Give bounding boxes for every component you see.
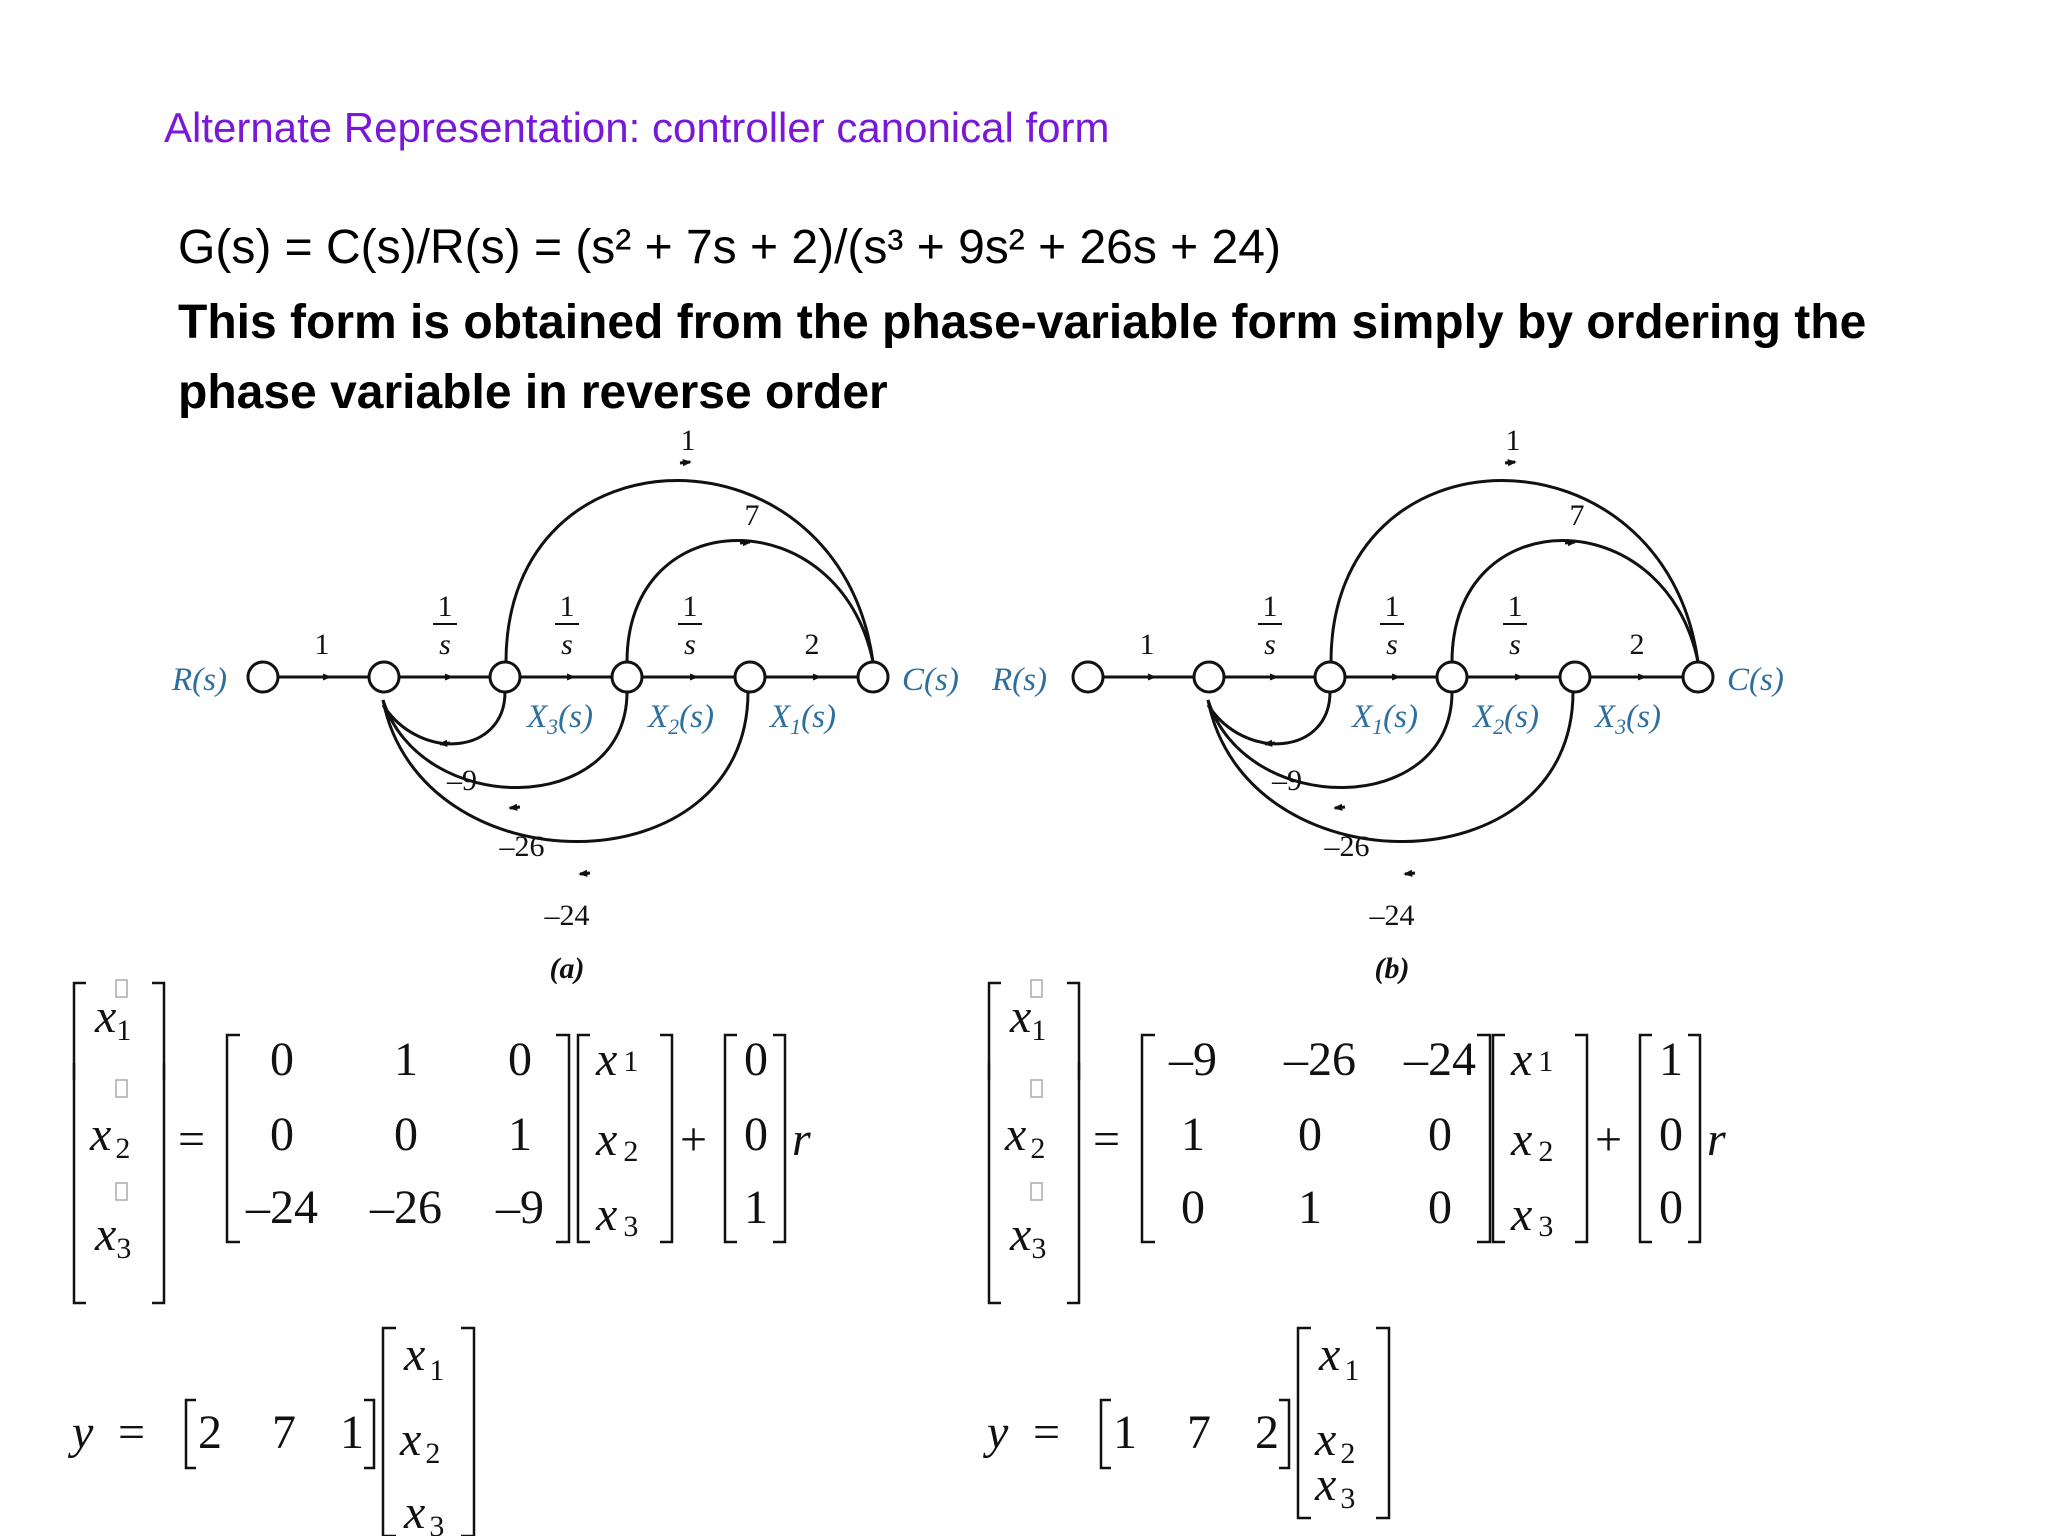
svg-text:x3: x 3	[596, 1188, 639, 1243]
svg-text:r: r	[792, 1113, 811, 1166]
svg-text:0: 0	[508, 1033, 532, 1086]
svg-text:y: y	[987, 1406, 1009, 1459]
svg-text:2: 2	[198, 1406, 222, 1459]
feedback-gain: –24	[1369, 899, 1415, 932]
svg-text:1: 1	[1659, 1033, 1683, 1086]
feedback-gain: –9	[447, 764, 477, 797]
forward-gain: 7	[1569, 499, 1585, 532]
svg-text:=: =	[118, 1406, 146, 1459]
integrator-gain	[555, 590, 579, 661]
svg-text:0: 0	[270, 1033, 294, 1086]
svg-text:2: 2	[1255, 1406, 1279, 1459]
signal-flow-graph-a	[171, 424, 959, 985]
slide-description: This form is obtained from the phase-variable form simply by ordering the phase variable in reverse order	[178, 296, 1867, 419]
svg-text:–26: –26	[1284, 1033, 1356, 1086]
svg-text:s: s	[1509, 628, 1521, 661]
svg-text:x1: x 1	[404, 1328, 445, 1387]
output-label: C(s)	[1727, 662, 1784, 698]
svg-text:–24: –24	[1404, 1033, 1476, 1086]
output-gain: 2	[804, 628, 820, 661]
integrator-gain	[1380, 590, 1404, 661]
forward-gain: 7	[744, 499, 760, 532]
svg-text:1: 1	[744, 1181, 768, 1234]
state-equation-a	[67, 980, 811, 1536]
state-label: $X_2(s)$	[648, 699, 714, 739]
svg-text:s: s	[1264, 628, 1276, 661]
svg-text:1: 1	[1507, 590, 1523, 623]
svg-text:0: 0	[1181, 1181, 1205, 1234]
svg-text:–26: –26	[370, 1181, 442, 1234]
svg-text:s: s	[439, 628, 451, 661]
feedback-gain: –24	[544, 899, 590, 932]
svg-text:x3: x 3	[404, 1486, 445, 1536]
feedback-gain: –26	[1324, 830, 1370, 863]
svg-text:1: 1	[1113, 1406, 1137, 1459]
svg-text:s: s	[684, 628, 696, 661]
svg-text:–9: –9	[496, 1181, 544, 1234]
svg-text:–24: –24	[246, 1181, 318, 1234]
forward-gain: 1	[1505, 424, 1521, 457]
signal-flow-graph-b	[991, 424, 1784, 985]
svg-text:x1: x 1	[596, 1033, 639, 1086]
svg-text:x2: x 2	[1315, 1413, 1356, 1470]
output-gain: 2	[1629, 628, 1645, 661]
svg-text:=: =	[1093, 1113, 1121, 1166]
state-label: $X_2(s)$	[1473, 699, 1539, 739]
svg-text:s: s	[561, 628, 573, 661]
svg-text:x2: x 2	[1005, 1108, 1046, 1165]
integrator-gain	[1258, 590, 1282, 661]
transfer-function-equation: G(s) = C(s)/R(s) = (s² + 7s + 2)/(s³ + 9s² + 26s + 24)	[178, 221, 1281, 274]
input-label: R(s)	[172, 662, 227, 698]
svg-text:y: y	[72, 1406, 94, 1459]
figure-caption: (a)	[549, 952, 585, 985]
svg-text:1: 1	[508, 1108, 532, 1161]
svg-text:x1: x 1	[1511, 1033, 1554, 1086]
svg-text:+: +	[1595, 1113, 1623, 1166]
feedback-gain: –9	[1272, 764, 1302, 797]
forward-gain: 1	[680, 424, 696, 457]
svg-text:0: 0	[270, 1108, 294, 1161]
svg-text:x3: x 3	[1315, 1458, 1356, 1515]
svg-text:x1: x1	[1010, 990, 1047, 1047]
svg-text:1: 1	[682, 590, 698, 623]
svg-text:0: 0	[1428, 1108, 1452, 1161]
integrator-gain	[433, 590, 457, 661]
svg-text:=: =	[1033, 1406, 1061, 1459]
svg-text:x1: x 1	[1319, 1328, 1360, 1387]
svg-text:0: 0	[744, 1108, 768, 1161]
svg-text:7: 7	[1187, 1406, 1211, 1459]
state-label: $X_3(s)$	[527, 699, 593, 739]
svg-text:r: r	[1707, 1113, 1726, 1166]
svg-text:0: 0	[1659, 1181, 1683, 1234]
svg-text:0: 0	[744, 1033, 768, 1086]
feedback-gain: –26	[499, 830, 545, 863]
svg-text:1: 1	[1384, 590, 1400, 623]
svg-text:x3: x3	[1010, 1208, 1047, 1265]
figure-caption: (b)	[1374, 952, 1410, 985]
svg-text:0: 0	[394, 1108, 418, 1161]
svg-text:x2: x 2	[596, 1113, 639, 1168]
svg-text:=: =	[178, 1113, 206, 1166]
svg-text:1: 1	[340, 1406, 364, 1459]
state-label: $X_1(s)$	[770, 699, 836, 739]
svg-text:1: 1	[559, 590, 575, 623]
output-label: C(s)	[902, 662, 959, 698]
svg-text:x2: x 2	[90, 1108, 131, 1165]
slide-title: Alternate Representation: controller canonical form	[164, 104, 1110, 151]
svg-text:x2: x 2	[400, 1413, 441, 1470]
input-label: R(s)	[992, 662, 1047, 698]
svg-text:s: s	[1386, 628, 1398, 661]
svg-text:–9: –9	[1169, 1033, 1217, 1086]
integrator-gain	[1503, 590, 1527, 661]
svg-text:x1: x1	[95, 990, 132, 1047]
svg-text:1: 1	[1298, 1181, 1322, 1234]
svg-text:x3: x3	[95, 1208, 132, 1265]
svg-text:1: 1	[394, 1033, 418, 1086]
input-gain: 1	[1139, 628, 1155, 661]
svg-text:0: 0	[1298, 1108, 1322, 1161]
integrator-gain	[678, 590, 702, 661]
svg-text:x3: x 3	[1511, 1188, 1554, 1243]
input-gain: 1	[314, 628, 330, 661]
svg-text:x2: x 2	[1511, 1113, 1554, 1168]
svg-text:1: 1	[1181, 1108, 1205, 1161]
svg-text:0: 0	[1428, 1181, 1452, 1234]
svg-text:7: 7	[272, 1406, 296, 1459]
state-label: $X_1(s)$	[1352, 699, 1418, 739]
svg-text:0: 0	[1659, 1108, 1683, 1161]
svg-text:1: 1	[437, 590, 453, 623]
state-label: $X_3(s)$	[1595, 699, 1661, 739]
svg-text:+: +	[680, 1113, 708, 1166]
svg-text:1: 1	[1262, 590, 1278, 623]
state-equation-b	[982, 980, 1726, 1518]
